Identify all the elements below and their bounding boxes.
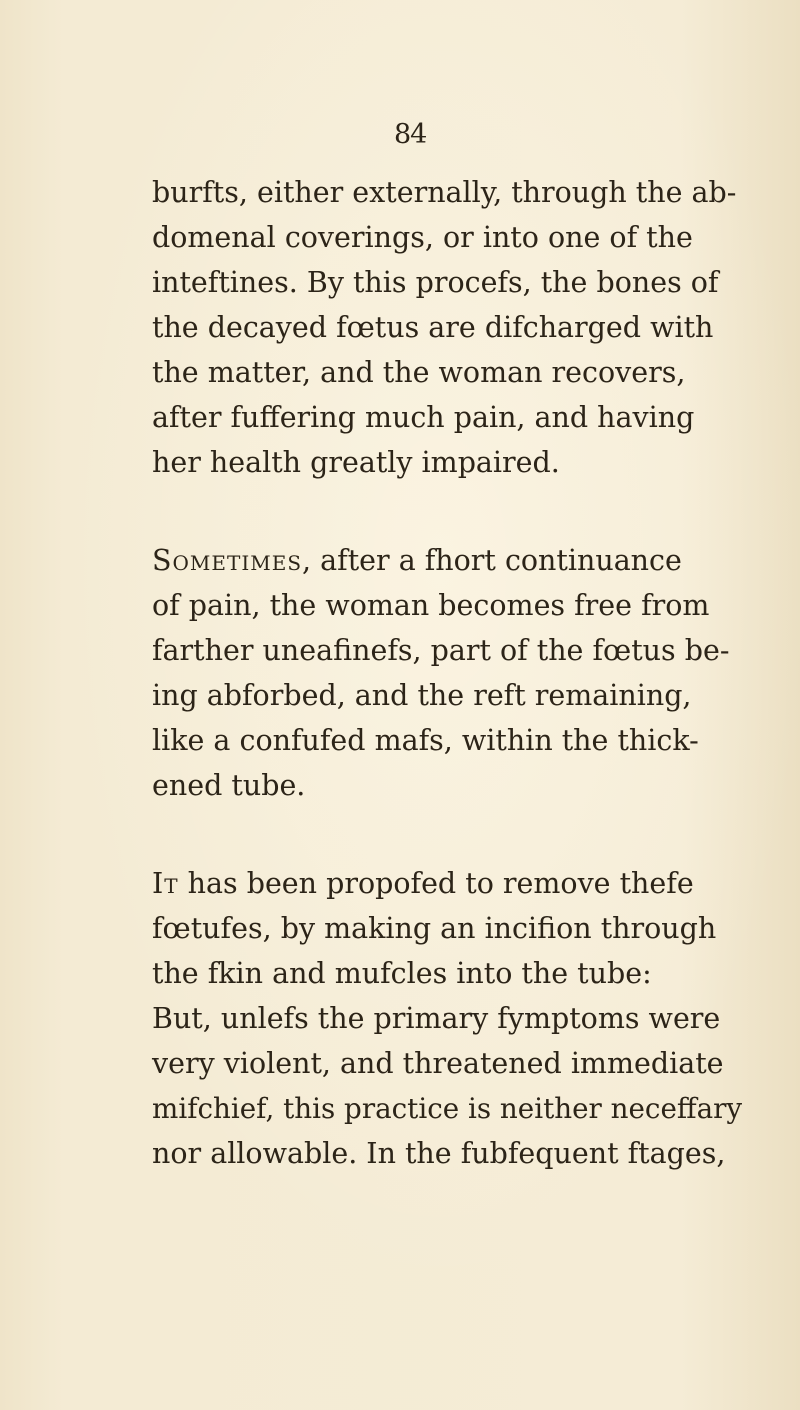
paragraph-lead-word: Sometimes bbox=[152, 544, 303, 577]
text-line: of pain, the woman becomes free from bbox=[152, 589, 710, 622]
text-line: like a confufed mafs, within the thick- bbox=[152, 724, 699, 757]
text-line: the fkin and mufcles into the tube: bbox=[152, 957, 652, 990]
text-line: nor allowable. In the fubfequent ftages, bbox=[152, 1137, 726, 1170]
paragraph-lead-word: It bbox=[152, 867, 179, 900]
text-line: inteftines. By this procefs, the bones of bbox=[152, 266, 719, 299]
text-line: farther uneafinefs, part of the fœtus be- bbox=[152, 634, 730, 667]
text-line: burfts, either externally, through the ab- bbox=[152, 176, 737, 209]
text-line: her health greatly impaired. bbox=[152, 446, 560, 479]
text-fragment: has been propofed to remove thefe bbox=[178, 867, 694, 900]
text-line: very violent, and threatened immediate bbox=[152, 1047, 724, 1080]
text-line: domenal coverings, or into one of the bbox=[152, 221, 693, 254]
page-number: 84 bbox=[394, 119, 427, 150]
text-line: the matter, and the woman recovers, bbox=[152, 356, 686, 389]
text-line bbox=[152, 539, 682, 583]
text-line: after fuffering much pain, and having bbox=[152, 401, 695, 434]
text-line bbox=[152, 862, 694, 906]
text-line: the decayed fœtus are difcharged with bbox=[152, 311, 714, 344]
text-line: fœtufes, by making an incifion through bbox=[152, 912, 717, 945]
text-line: ened tube. bbox=[152, 769, 306, 802]
text-line: ing abforbed, and the reft remaining, bbox=[152, 679, 692, 712]
text-line: But, unlefs the primary fymptoms were bbox=[152, 1002, 721, 1035]
text-line: mifchief, this practice is neither neceffary bbox=[152, 1092, 743, 1125]
text-fragment: , after a fhort continuance bbox=[302, 544, 682, 577]
